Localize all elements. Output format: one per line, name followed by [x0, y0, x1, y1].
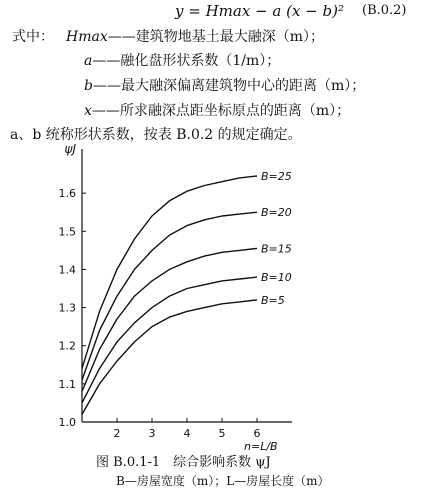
x-tick-label-0: 2: [113, 427, 121, 440]
desc-b: ——最大融深偏离建筑物中心的距离（m）；: [92, 78, 366, 94]
y-tick-label-2: 1.2: [58, 339, 76, 353]
x-tick-label-4: 6: [253, 427, 261, 440]
y-axis-label: ψJ: [64, 142, 76, 156]
y-tick-label-1: 1.1: [58, 377, 76, 391]
series-label-4: B=5: [261, 293, 285, 307]
y-tick-label-0: 1.0: [58, 416, 76, 429]
y-tick-label-4: 1.4: [58, 263, 76, 277]
series-label-2: B=15: [261, 242, 292, 256]
where-prefix: 式中：: [12, 29, 54, 45]
series-line-3: [82, 277, 257, 403]
shape-coefficient-note: a、b 统称形状系数，按表 B.0.2 的规定确定。: [10, 127, 302, 143]
symbol-hmax: Hmax: [66, 29, 108, 45]
y-tick-label-6: 1.6: [58, 187, 76, 201]
symbol-b: b: [84, 78, 93, 94]
series-label-0: B=25: [261, 169, 292, 183]
figure-caption: 图 B.0.1-1 综合影响系数 ψJ: [96, 455, 271, 470]
definition-hmax: [66, 26, 324, 46]
definition-x: [84, 100, 350, 120]
symbol-x: x: [84, 103, 92, 119]
series-label-3: B=10: [261, 271, 292, 285]
desc-x: ——所求融深点距坐标原点的距离（m）；: [91, 103, 351, 119]
x-axis-label: n=L/B: [244, 440, 278, 453]
x-tick-label-3: 5: [218, 427, 226, 440]
formula: y = Hmax − a (x − b)²: [175, 2, 344, 20]
definition-a: [84, 50, 280, 70]
influence-coefficient-chart: [0, 142, 436, 453]
formula-number: (B.0.2): [362, 3, 407, 18]
series-line-4: [82, 300, 257, 415]
series-label-1: B=20: [261, 206, 292, 220]
y-tick-label-5: 1.5: [58, 225, 76, 239]
definition-b: [84, 75, 365, 95]
series-line-2: [82, 248, 257, 391]
series-line-0: [82, 176, 257, 369]
x-tick-label-1: 3: [148, 427, 156, 440]
figure-subcaption: B—房屋宽度（m）；L—房屋长度（m）: [116, 474, 330, 488]
symbol-a: a: [84, 53, 93, 69]
desc-hmax: ——建筑物地基土最大融深（m）；: [107, 29, 325, 45]
x-tick-label-2: 4: [183, 427, 191, 440]
desc-a: ——融化盘形状系数（1/m）；: [92, 53, 281, 69]
y-tick-label-3: 1.3: [58, 301, 76, 315]
